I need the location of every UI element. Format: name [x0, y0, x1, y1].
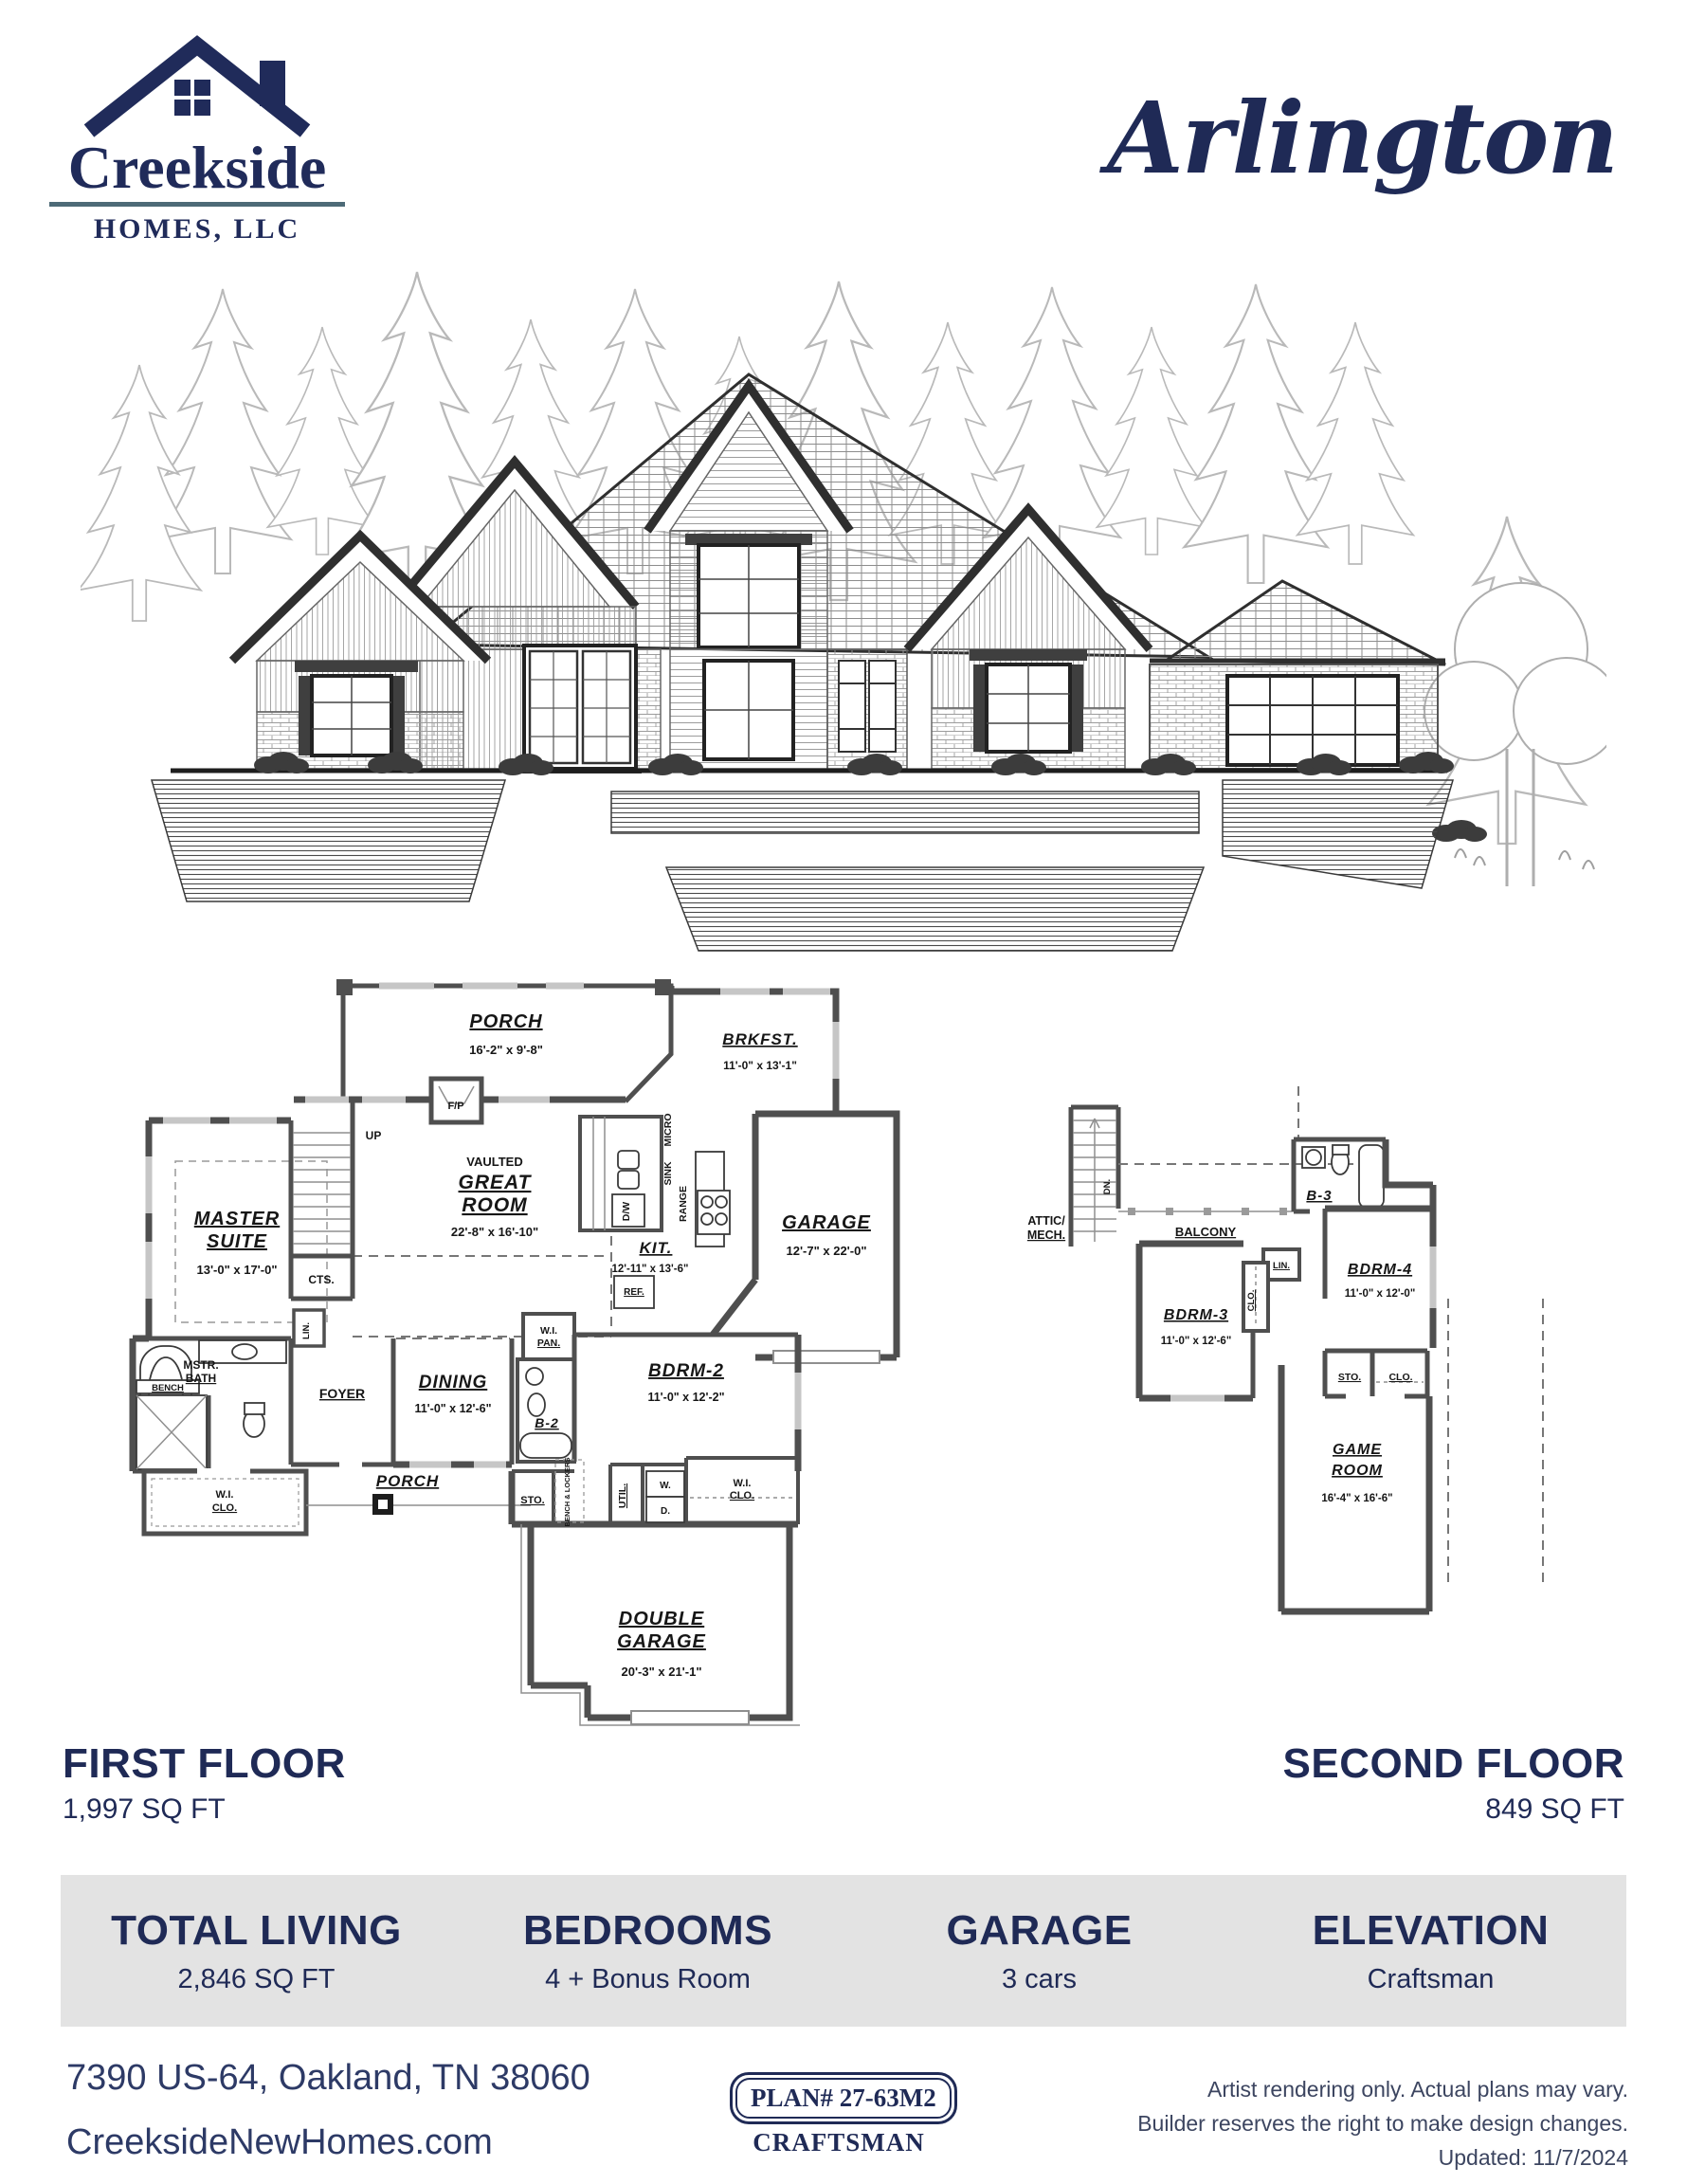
- brand-name: Creekside: [67, 134, 327, 201]
- room-game: [1281, 1299, 1543, 1611]
- second-floor-title: SECOND FLOOR: [1282, 1740, 1624, 1787]
- label-porch-top-dims: 16'-2" x 9'-8": [469, 1043, 543, 1057]
- label-great-room-dims: 22'-8" x 16'-10": [450, 1225, 539, 1239]
- closets-row: [1325, 1351, 1427, 1396]
- stat-elevation-label: ELEVATION: [1312, 1906, 1550, 1954]
- label-dining: DINING: [418, 1373, 488, 1392]
- disclaimer-line-3: Updated: 11/7/2024: [1438, 2145, 1628, 2170]
- label-brkfst: BRKFST.: [722, 1030, 798, 1048]
- label-front-porch: PORCH: [375, 1472, 440, 1490]
- label-sto2: STO.: [1337, 1372, 1362, 1383]
- footer-contact: [66, 2046, 590, 2175]
- label-lin2: LIN.: [1273, 1261, 1290, 1271]
- first-floor-heading: [63, 1740, 346, 1826]
- label-mstr-bath-1: MSTR.: [183, 1358, 219, 1372]
- room-pantry: [523, 1314, 574, 1359]
- stairs-down: [1071, 1107, 1118, 1247]
- label-dryer: D.: [661, 1506, 670, 1517]
- plan-number: PLAN# 27-63M2: [735, 2078, 952, 2119]
- label-bdrm4: BDRM-4: [1347, 1262, 1413, 1278]
- label-b2: B-2: [535, 1415, 559, 1430]
- garage-wing: [1150, 661, 1445, 769]
- plan-number-badge: [730, 2072, 957, 2124]
- plan-badge: [730, 2072, 948, 2157]
- stat-elevation: [1235, 1907, 1626, 1995]
- room-porch-top: [336, 979, 671, 1101]
- label-brkfst-dims: 11'-0" x 13'-1": [723, 1059, 797, 1072]
- room-foyer: [291, 1310, 393, 1465]
- label-fireplace: F/P: [447, 1101, 464, 1112]
- closets-mid: [1243, 1249, 1299, 1331]
- label-lin: LIN.: [301, 1322, 312, 1339]
- room-master-suite: [149, 1120, 327, 1338]
- label-game-1: GAME: [1333, 1442, 1382, 1458]
- label-bench-lockers: BENCH & LOCKERS: [563, 1457, 571, 1527]
- room-front-porch: [306, 1472, 531, 1515]
- label-foyer: FOYER: [318, 1386, 366, 1401]
- ground-terraces: [152, 780, 1453, 951]
- room-master-wic: [144, 1468, 306, 1534]
- elevation-rendering: [81, 232, 1606, 953]
- label-dn: DN.: [1102, 1178, 1113, 1195]
- label-wic2-2: CLO.: [729, 1490, 755, 1502]
- stat-bedrooms-label: BEDROOMS: [522, 1906, 773, 1954]
- second-floor-heading: [1283, 1740, 1624, 1826]
- label-double-garage-2: GARAGE: [617, 1631, 706, 1652]
- label-dw: D/W: [621, 1201, 632, 1222]
- label-garage: GARAGE: [782, 1212, 871, 1233]
- label-sink: SINK: [662, 1161, 674, 1186]
- label-clo2: CLO.: [1388, 1372, 1413, 1383]
- first-floor-sqft: 1,997 SQ FT: [63, 1793, 226, 1825]
- room-master-bath: [133, 1338, 291, 1471]
- room-garage-single: [713, 1114, 897, 1363]
- label-clo-v: CLO.: [1246, 1289, 1257, 1312]
- label-game-dims: 16'-4" x 16'-6": [1321, 1493, 1393, 1504]
- room-kitchen: [580, 1114, 730, 1309]
- label-bdrm4-dims: 11'-0" x 12'-0": [1344, 1288, 1416, 1300]
- label-attic-1: ATTIC/: [1027, 1214, 1065, 1228]
- stat-bedrooms-value: 4 + Bonus Room: [545, 1963, 751, 1994]
- label-double-garage-1: DOUBLE: [618, 1609, 705, 1629]
- utility-row: [512, 1458, 798, 1527]
- room-bath2: [517, 1359, 574, 1462]
- label-up: UP: [365, 1129, 382, 1142]
- footer-website[interactable]: CreeksideNewHomes.com: [66, 2122, 493, 2162]
- balcony-rail: [1118, 1164, 1384, 1239]
- stat-garage-label: GARAGE: [946, 1906, 1133, 1954]
- room-double-garage: [521, 1524, 800, 1725]
- stat-elevation-value: Craftsman: [1367, 1963, 1495, 1994]
- label-mstr-bath-2: BATH: [185, 1372, 217, 1385]
- plan-title: Arlington: [1107, 80, 1617, 196]
- house-roof-icon: [79, 32, 316, 138]
- label-wi-pan-1: W.I.: [539, 1325, 558, 1337]
- label-great-room-2: GREAT: [458, 1172, 532, 1193]
- label-util: UTIL.: [617, 1483, 628, 1509]
- label-balcony: BALCONY: [1174, 1225, 1237, 1239]
- first-floor-title: FIRST FLOOR: [63, 1740, 346, 1787]
- stat-total-living: [61, 1907, 452, 1995]
- stats-bar: [61, 1875, 1626, 2027]
- footer-address: 7390 US-64, Oakland, TN 38060: [66, 2058, 590, 2098]
- label-bdrm2-dims: 11'-0" x 12'-2": [647, 1391, 725, 1404]
- label-bdrm3: BDRM-3: [1163, 1307, 1229, 1323]
- label-great-room-3: ROOM: [462, 1194, 528, 1216]
- label-washer: W.: [660, 1481, 671, 1491]
- label-b3: B-3: [1306, 1188, 1333, 1204]
- label-bdrm2: BDRM-2: [648, 1361, 724, 1381]
- label-master-1: MASTER: [193, 1209, 281, 1229]
- stat-total-living-label: TOTAL LIVING: [111, 1906, 402, 1954]
- second-floor-plan: [976, 1081, 1602, 1649]
- room-bath3: [1294, 1086, 1386, 1211]
- label-kit: KIT.: [639, 1239, 673, 1257]
- label-bdrm3-dims: 11'-0" x 12'-6": [1160, 1336, 1232, 1347]
- label-wic-2: CLO.: [211, 1502, 238, 1514]
- entry-doors: [518, 646, 642, 774]
- room-brkfst: [671, 986, 836, 1114]
- label-sto1: STO.: [520, 1495, 545, 1506]
- label-master-dims: 13'-0" x 17'-0": [196, 1263, 278, 1277]
- first-floor-plan: [57, 967, 900, 1735]
- label-attic-2: MECH.: [1026, 1228, 1066, 1242]
- label-game-2: ROOM: [1332, 1463, 1383, 1479]
- label-wi-pan-2: PAN.: [536, 1338, 561, 1349]
- label-master-2: SUITE: [207, 1231, 267, 1252]
- brand-subtitle: HOMES, LLC: [93, 213, 301, 245]
- room-bdrm3: [1139, 1244, 1253, 1398]
- plan-style: CRAFTSMAN: [753, 2128, 925, 2157]
- label-great-room-1: VAULTED: [466, 1155, 523, 1169]
- footer-disclaimer: [1137, 2072, 1628, 2175]
- label-wic-1: W.I.: [215, 1489, 234, 1501]
- stat-garage-value: 3 cars: [1002, 1963, 1077, 1994]
- label-cts: CTS.: [308, 1273, 335, 1286]
- stairs-up: [291, 1100, 381, 1299]
- disclaimer-line-2: Builder reserves the right to make design changes.: [1137, 2111, 1628, 2136]
- label-micro: MICRO: [662, 1113, 674, 1147]
- stat-garage: [844, 1907, 1235, 1995]
- label-ref: REF.: [624, 1287, 644, 1298]
- label-dining-dims: 11'-0" x 12'-6": [414, 1402, 492, 1415]
- label-wic2-1: W.I.: [733, 1478, 752, 1489]
- label-range: RANGE: [678, 1186, 689, 1222]
- label-kit-dims: 12'-11" x 13'-6": [611, 1264, 689, 1275]
- disclaimer-line-1: Artist rendering only. Actual plans may vary.: [1206, 2077, 1628, 2102]
- second-floor-sqft: 849 SQ FT: [1485, 1793, 1624, 1825]
- room-dining: [393, 1338, 512, 1465]
- logo-underline: [49, 202, 345, 207]
- label-garage-dims: 12'-7" x 22'-0": [786, 1244, 867, 1258]
- stat-total-living-value: 2,846 SQ FT: [177, 1963, 336, 1994]
- label-double-garage-dims: 20'-3" x 21'-1": [621, 1665, 702, 1679]
- label-bench: BENCH: [152, 1383, 184, 1393]
- stat-bedrooms: [452, 1907, 844, 1995]
- label-porch-top: PORCH: [469, 1011, 543, 1032]
- brand-logo: [47, 32, 347, 246]
- brick-wall-shutters: [827, 649, 907, 769]
